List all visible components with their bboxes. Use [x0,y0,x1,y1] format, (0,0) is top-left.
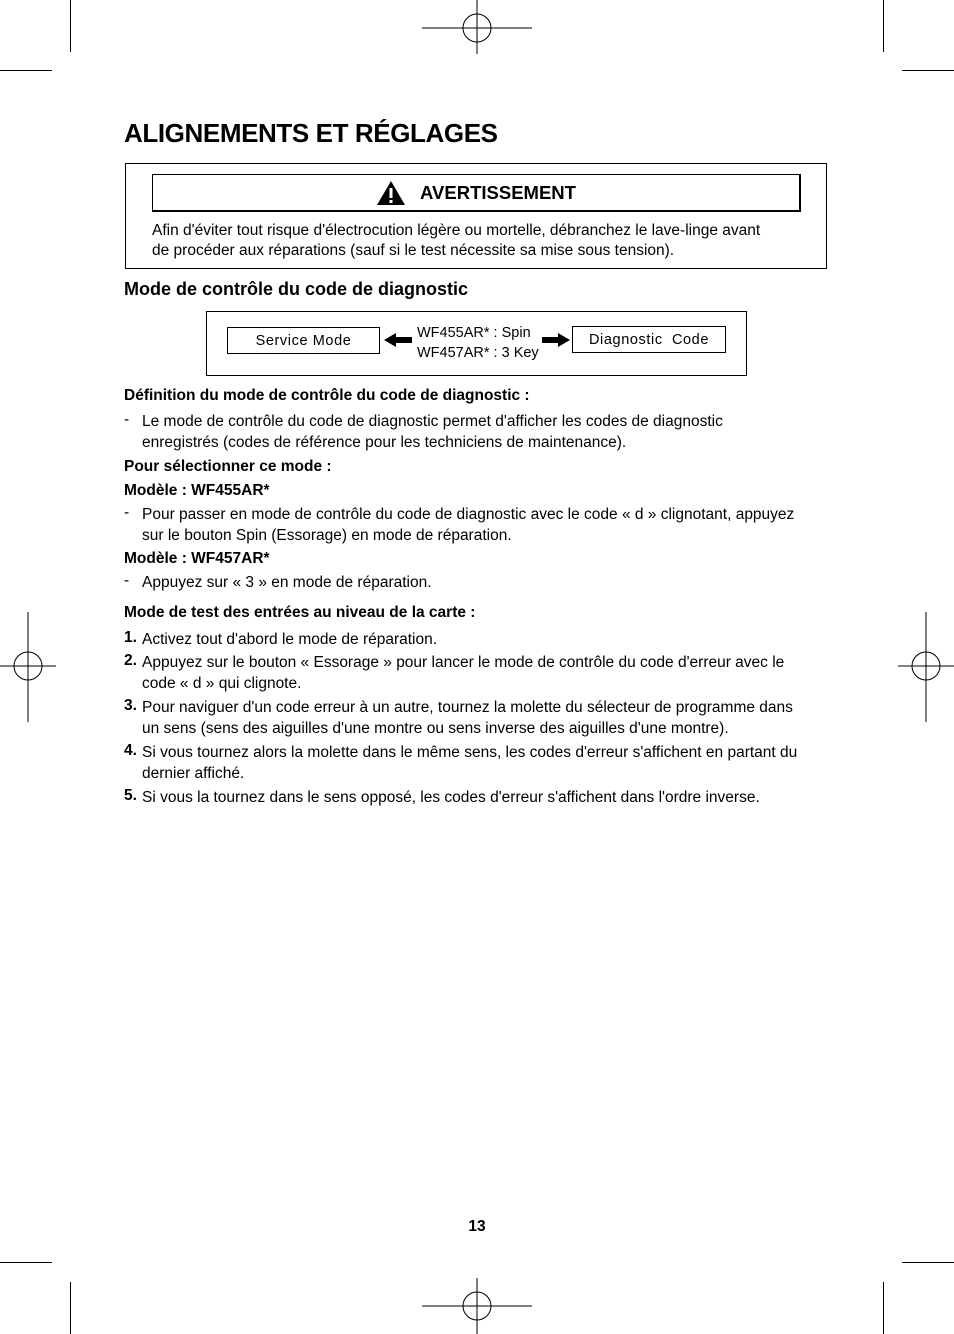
section-title: Mode de contrôle du code de diagnostic [124,279,469,299]
crop-mark [902,1262,954,1263]
crop-mark [0,1262,52,1263]
list-dash: - [124,504,130,521]
crop-mark [70,1282,71,1334]
model1-heading: Modèle : WF455AR* [124,482,270,499]
model2-heading: Modèle : WF457AR* [124,550,270,567]
step-number: 3. [124,697,137,714]
definition-text: Le mode de contrôle du code de diagnostic permet d'afficher les codes de diagnostic enregistrés (codes de référence pour les techniciens de maintenance). [142,413,723,451]
warning-title: AVERTISSEMENT [420,181,576,203]
step-number: 5. [124,787,137,804]
crop-mark [902,70,954,71]
model2-text: Appuyez sur « 3 » en mode de réparation. [142,574,432,591]
model1-text: Pour passer en mode de contrôle du code de diagnostic avec le code « d » clignotant, appuyez sur le bouton Spin (Essorage) en mode de réparation. [142,506,795,544]
step-text: Si vous tournez alors la molette dans le même sens, les codes d'erreur s'affichent en partant du dernier affiché. [142,744,798,782]
registration-mark-top [422,0,532,56]
diagnostic-code-box: Diagnostic Code [572,326,726,353]
service-mode-box: Service Mode [227,327,380,354]
warning-text: Afin d'éviter tout risque d'électrocution légère ou mortelle, débranchez le lave-linge avant de procéder aux réparations (sauf si le test nécessite sa mise sous tension). [152,222,761,259]
crop-mark [70,0,71,52]
definition-heading: Définition du mode de contrôle du code de diagnostic : [124,387,530,404]
arrow-left-icon [384,332,412,348]
crop-mark [883,1282,884,1334]
step-number: 4. [124,742,137,759]
page-title: ALIGNEMENTS ET RÉGLAGES [124,118,498,148]
registration-mark-right [898,612,954,722]
select-heading: Pour sélectionner ce mode : [124,458,332,475]
crop-mark [883,0,884,52]
warning-triangle-icon [376,180,406,206]
warning-header [152,174,801,212]
crop-mark [0,70,52,71]
arrow-right-icon [542,332,570,348]
step-number: 1. [124,629,137,646]
registration-mark-left [0,612,56,722]
model-key-label: WF455AR* : Spin WF457AR* : 3 Key [417,325,539,361]
step-text: Si vous la tournez dans le sens opposé, les codes d'erreur s'affichent dans l'ordre inverse. [142,789,760,806]
page-number: 13 [468,1218,486,1235]
step-text: Pour naviguer d'un code erreur à un autre, tournez la molette du sélecteur de programme dans un sens (sens des aiguilles d'une montre ou sens inverse des aiguilles d'une montre). [142,699,793,737]
board-test-heading: Mode de test des entrées au niveau de la carte : [124,604,476,621]
list-dash: - [124,572,130,589]
list-dash: - [124,411,130,428]
step-number: 2. [124,652,137,669]
registration-mark-bottom [422,1278,532,1334]
step-text: Appuyez sur le bouton « Essorage » pour lancer le mode de contrôle du code d'erreur avec le code « d » qui clignote. [142,654,785,692]
step-text: Activez tout d'abord le mode de réparation. [142,631,438,648]
